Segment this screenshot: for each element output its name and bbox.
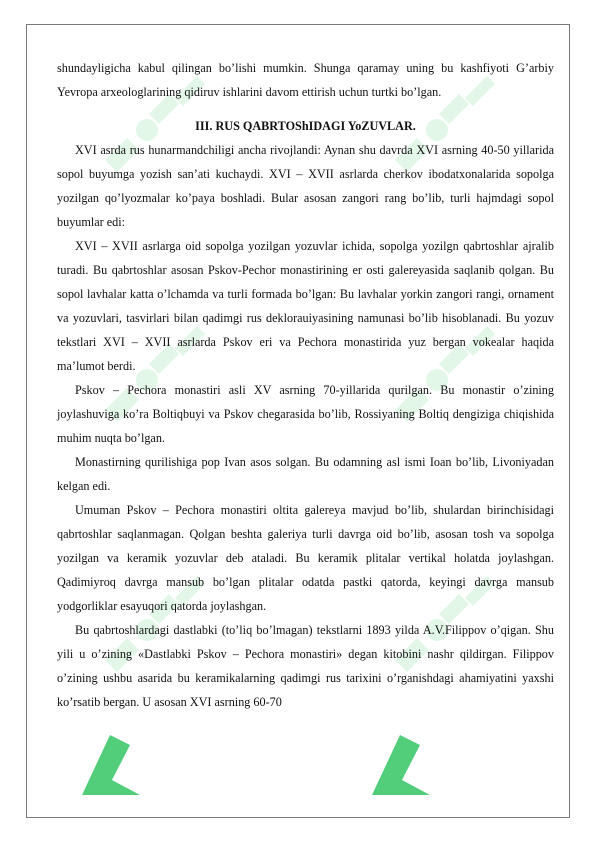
paragraph-intro: shundayligicha kabul qilingan bo’lishi mumkin. Shunga qaramay uning bu kashfiyoti G’arbiy Yevropa arxeologlarining qidiruv ishlarini davom ettirish uchun turtki bo’lgan. [57, 61, 554, 99]
document-body [57, 56, 554, 714]
paragraph: Pskov – Pechora monastiri asli XV asrning 70-yillarida qurilgan. Bu monastir o’zining joylashuviga ko’ra Boltiqbuyi va Pskov chegarasida bo’lib, Rossiyaning Boltiq dengiziga chiqishida muhim nuqta bo’lgan. [57, 383, 554, 445]
paragraph: XVI asrda rus hunarmandchiligi ancha rivojlandi: Aynan shu davrda XVI asrning 40-50 yillarida sopol buyumga yozish san’ati kuchaydi. XVI – XVII asrlarda cherkov ibodatxonalarida sopolga yozilgan qo’lyozmalar ko’paya boshladi. Bular asosan zangori rang bo’lib, turli hajmdagi sopol buyumlar edi: [57, 143, 554, 229]
paragraph: Umuman Pskov – Pechora monastiri oltita galereya mavjud bo’lib, shulardan birinchisidagi qabrtoshlar saqlanmagan. Qolgan beshta galeriya turli davrga oid bo’lib, asosan tosh va sopolga yozilgan va keramik yozuvlar deb ataladi. Bu keramik plitalar vertikal holatda joylashgan. Qadimiyroq davrga mansub bo’lgan plitalar odatda pastki qatorda, keyingi davrga mansub yodgorliklar esayuqori qatorda joylashgan. [57, 503, 554, 613]
paragraph: Bu qabrtoshlardagi dastlabki (to’liq bo’lmagan) tekstlarni 1893 yilda A.V.Filippov o’qigan. Shu yili u o’zining «Dastlabki Pskov – Pechora monastiri» degan kitobini nashr qildirgan. Filippov o’zining ushbu asarida bu keramikalarning qadimgi rus tarixini o’rganishdagi ahamiyatini yaxshi ko’rsatib bergan. U asosan XVI asrning 60-70 [57, 623, 554, 709]
paragraph: XVI – XVII asrlarga oid sopolga yozilgan yozuvlar ichida, sopolga yozilgn qabrtoshlar ajralib turadi. Bu qabrtoshlar asosan Pskov-Pechor monastirining er osti galereyasida saqlanib qolgan. Bu sopol lavhalar katta o’lchamda va turli formada bo’lgan: Bu lavhalar yorkin zangori rangi, ornament va yozuvlari, tasvirlari bilan qadimgi rus deklorauiyasining namunasi bo’lib hisoblanadi. Bu yozuv tekstlari XVI – XVII asrlarda Pskov eri va Pechora monastirida yuz bergan vokealar haqida ma’lumot berdi. [57, 239, 554, 373]
paragraph: Monastirning qurilishiga pop Ivan asos solgan. Bu odamning asl ismi Ioan bo’lib, Livoniyadan kelgan edi. [57, 455, 554, 493]
section-heading: III. RUS QABRTOShIDAGI YoZUVLAR. [195, 119, 416, 133]
